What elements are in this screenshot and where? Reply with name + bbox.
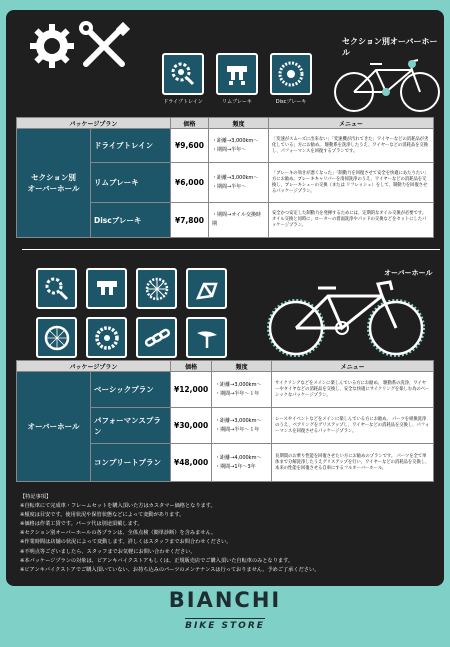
note-item: ※不明点等ございましたら、スタッフまでお気軽にお問い合わせください。 bbox=[20, 548, 196, 555]
disc-brake-item bbox=[269, 53, 313, 105]
disc-brake-icon bbox=[270, 53, 312, 95]
plan-frequency bbox=[212, 444, 272, 482]
header-package: パッケージプラン bbox=[17, 361, 171, 372]
category-line: セクション別 bbox=[31, 173, 76, 182]
section-divider bbox=[22, 249, 440, 250]
category-cell: オーバーホール bbox=[17, 372, 91, 482]
plan-menu: 安全かつ安定した制動力を発揮するためには、定期的なオイル交換が必要です。 オイル交換と同時に、ローターの着面洗浄やパッドの交換などをセットにしたパッケージプラン。 bbox=[269, 203, 434, 238]
freq-line: ・距離→3,000km～ bbox=[215, 417, 262, 424]
brand-name: BIANCHI bbox=[168, 588, 282, 612]
header-menu: メニュー bbox=[269, 118, 434, 129]
plan-name: ベーシックプラン bbox=[91, 372, 171, 408]
category-cell bbox=[17, 129, 91, 238]
section-overhaul-title: セクション別オーバーホール bbox=[342, 37, 438, 57]
freq-line: ・距離→3,000km～ bbox=[215, 381, 262, 388]
plan-name: Discブレーキ bbox=[91, 203, 171, 238]
plan-menu: 「ブレーキの効きが悪くなった」「制動力を回復させて安全を快適にあたりたい」方にお勧め。ブレーキキャリパーを清掃洗浄のうえ、ワイヤーなどの消耗品を交換し、ブレーキシューの交換（または リフレッシュ）をして、制動力を回復させるパッケージプラン。 bbox=[269, 163, 434, 203]
note-item: ※頻度は目安です。使用状況や保管状態などによって変動があります。 bbox=[20, 512, 185, 519]
table-header-row bbox=[17, 361, 434, 372]
overhaul-plan-table bbox=[16, 360, 434, 482]
rear-derailleur-icon bbox=[136, 268, 177, 309]
disc-brake-label: Discブレーキ bbox=[275, 99, 307, 105]
plan-frequency bbox=[209, 163, 269, 203]
section-plan-table bbox=[16, 117, 434, 238]
category-line: オーバーホール bbox=[27, 184, 80, 193]
plan-name: パフォーマンスプラン bbox=[91, 408, 171, 444]
plan-price: ¥7,800 bbox=[171, 203, 209, 238]
plan-name: リムブレーキ bbox=[91, 163, 171, 203]
plan-menu: 「変速がスムーズに出来ない」「変速機が汚れてきた」ワイヤーなどの消耗品が劣化している」方にお勧め。 駆動系を洗浄したうえ、ワイヤーなどの消耗品を交換し、パフォーマンスを回復するプランです。 bbox=[269, 129, 434, 163]
freq-line: ・期間→1年～3年 bbox=[215, 463, 256, 470]
chain-rings-icon bbox=[36, 268, 77, 309]
plan-frequency bbox=[209, 203, 269, 238]
rim-brake-label: リムブレーキ bbox=[222, 99, 252, 105]
header-package: パッケージプラン bbox=[17, 118, 171, 129]
bike-illustration-small bbox=[328, 50, 446, 114]
saddle-icon bbox=[186, 317, 227, 358]
rim-brake-icon bbox=[216, 53, 258, 95]
plan-price: ¥9,600 bbox=[171, 129, 209, 163]
notes-title: 【特記事項】 bbox=[20, 494, 52, 500]
header-menu: メニュー bbox=[272, 361, 434, 372]
header-price: 価格 bbox=[171, 118, 209, 129]
overhaul-icons bbox=[36, 268, 227, 358]
plan-frequency bbox=[209, 129, 269, 163]
drivetrain-item bbox=[161, 53, 205, 105]
gear-tools-icon bbox=[26, 20, 136, 72]
note-item: ※セクション別オーバーホールの各プランは、全体点検（簡単診断）を含みません。 bbox=[20, 530, 217, 537]
table-header-row bbox=[17, 118, 434, 129]
freq-line: ・期間→半年～１年 bbox=[215, 390, 260, 397]
header-frequency: 頻度 bbox=[212, 361, 272, 372]
header-frequency: 頻度 bbox=[209, 118, 269, 129]
frame-icon bbox=[186, 268, 227, 309]
freq-line: ・期間→半年～１年 bbox=[215, 426, 260, 433]
plan-frequency bbox=[212, 408, 272, 444]
note-item: ※自転車にて完成車・フレームセットを購入頂いた方はカスタマー価格となります。 bbox=[20, 503, 216, 510]
table-row bbox=[17, 129, 434, 163]
wheel-icon bbox=[36, 317, 77, 358]
plan-menu: 長期間のお乗り性能を回復させたい方にお勧めのプランです。 パーツを全て単体まで分解洗浄したうえグリスアップを行い、ワイヤーなどの消耗品を交換し、本来の性能を回復させる自車にするフルオーバーホール。 bbox=[272, 444, 434, 482]
plan-name: ドライブトレイン bbox=[91, 129, 171, 163]
rim-brake-item bbox=[215, 53, 259, 105]
plan-name: コンプリートプラン bbox=[91, 444, 171, 482]
freq-line: ・距離→3,000km～ bbox=[212, 174, 259, 181]
gear-icon bbox=[86, 317, 127, 358]
plan-frequency bbox=[212, 372, 272, 408]
freq-line: ・距離→3,000km～ bbox=[212, 137, 259, 144]
drivetrain-icon bbox=[162, 53, 204, 95]
plan-price: ¥12,000 bbox=[171, 372, 212, 408]
brand-sub: BIKE STORE bbox=[185, 618, 265, 631]
note-item: ※価格は作業工賃です。パーツ代は別途頂戴します。 bbox=[20, 521, 143, 528]
main-panel bbox=[6, 10, 444, 586]
freq-line: ・期間→半年～ bbox=[212, 183, 247, 190]
brake-icon bbox=[86, 268, 127, 309]
overhaul-title: オーバーホール bbox=[384, 269, 433, 277]
header-price: 価格 bbox=[171, 361, 212, 372]
plan-price: ¥48,000 bbox=[171, 444, 212, 482]
chain-icon bbox=[136, 317, 177, 358]
note-item: ※ビアンキバイクストアでご購入頂いていない、お持ち込みのパーツのメンテナンスは行っておりません。予めご了承ください。 bbox=[20, 566, 320, 573]
plan-menu: レースやイベントなどをメインに楽しんでいる方にお勧め。 パーツを組換洗浄のうえ、ベアリングをグリスアップし、ワイヤーなどの消耗品を交換し、パフォーマンスを回復させるパッケージプラン。 bbox=[272, 408, 434, 444]
notes-section bbox=[20, 493, 445, 575]
freq-line: ・期間→オイル交換時期 bbox=[212, 212, 261, 227]
section-icons bbox=[161, 53, 313, 105]
drivetrain-label: ドライブトレイン bbox=[163, 99, 203, 105]
freq-line: ・期間→半年～ bbox=[212, 146, 247, 153]
plan-price: ¥6,000 bbox=[171, 163, 209, 203]
note-item: ※本パッケージプランの対象は、ビアンキバイクストアもしくは、正規販売店でご購入頂いた自転車のみとなります。 bbox=[20, 557, 294, 564]
plan-menu: サイクリングなどをメインに楽しんでいる方にお勧め。 駆動系の洗浄、ワイヤーやタイヤなどの消耗品を交換し、安全な快適にサイクリングを楽しむ為のベーシックなパッケージプラン。 bbox=[272, 372, 434, 408]
bike-illustration-large bbox=[256, 272, 436, 360]
table-row bbox=[17, 372, 434, 408]
note-item: ※作業時間は店舗の状況によって変動します。詳しくはスタッフまでお問合わせください。 bbox=[20, 539, 232, 546]
freq-line: ・距離→4,000km～ bbox=[215, 454, 262, 461]
plan-price: ¥30,000 bbox=[171, 408, 212, 444]
brand-logo bbox=[0, 587, 450, 632]
